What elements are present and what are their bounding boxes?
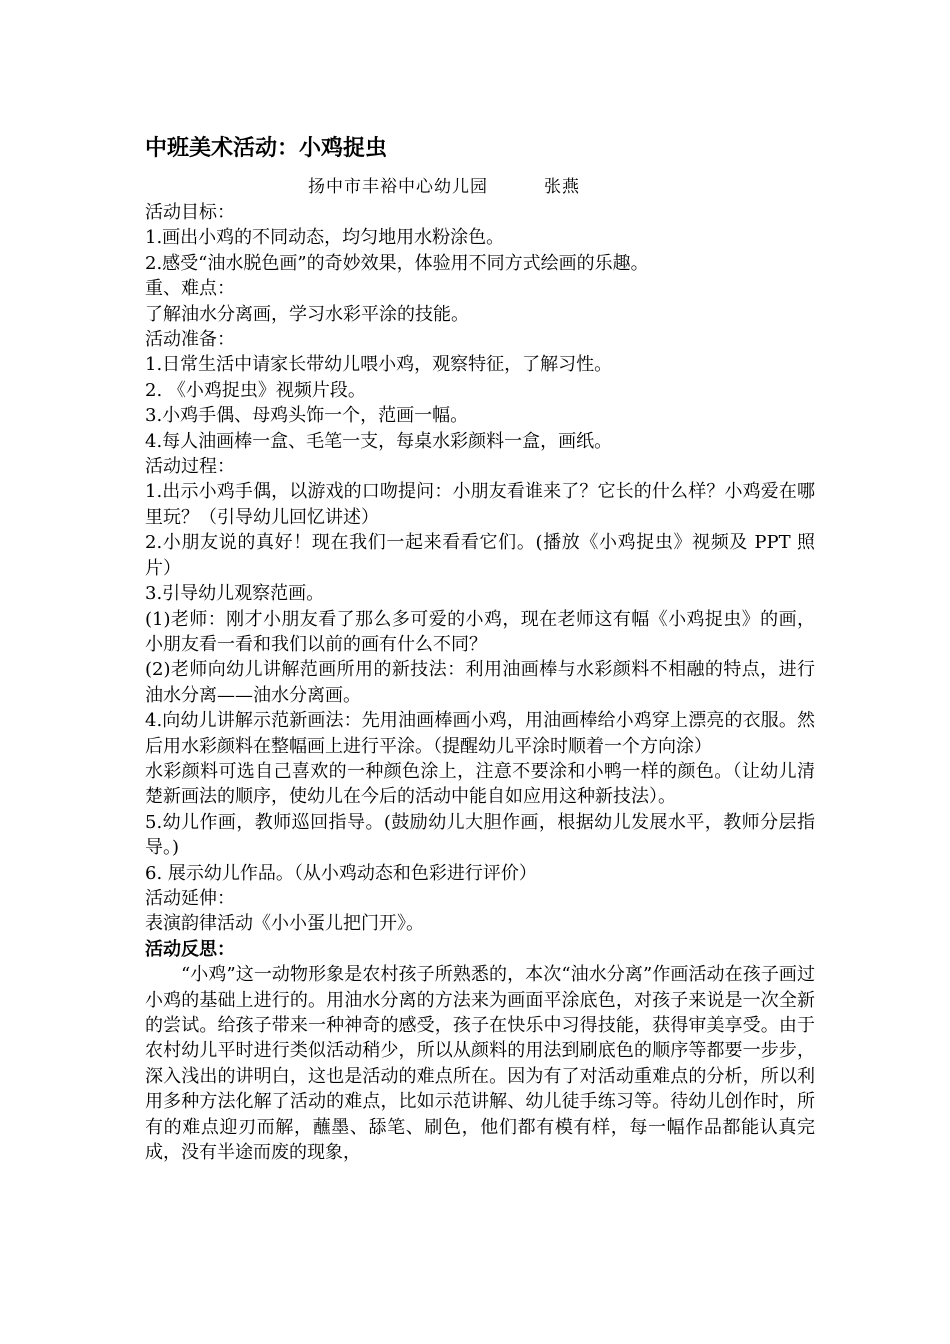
section-heading-preparation: 活动准备：	[145, 329, 235, 351]
document-page	[145, 133, 815, 1165]
section-heading-reflection: 活动反思：	[145, 938, 235, 960]
author-name: 张燕	[544, 177, 580, 197]
goal-item: 2.感受“油水脱色画”的奇妙效果，体验用不同方式绘画的乐趣。	[145, 252, 649, 274]
reflection-paragraph: “小鸡”这一动物形象是农村孩子所熟悉的，本次“油水分离”作画活动在孩子画过小鸡的基础上进行的。用油水分离的方法来为画面平涂底色，对孩子来说是一次全新的尝试。给孩子带来一种神奇的感受，孩子在快乐中习得技能，获得审美享受。由于农村幼儿平时进行类似活动稍少，所以从颜料的用法到刷底色的顺序等都要一步步，深入浅出的讲明白，这也是活动的难点所在。因为有了对活动重难点的分析，所以利用多种方法化解了活动的难点，比如示范讲解、幼儿徒手练习等。待幼儿创作时，所有的难点迎刃而解，蘸墨、舔笔、刷色，他们都有模有样，每一幅作品都能认真完成，没有半途而废的现象，	[145, 964, 815, 1164]
section-heading-key-points: 重、难点：	[145, 278, 235, 300]
process-step: 4.向幼儿讲解示范新画法：先用油画棒画小鸡，用油画棒给小鸡穿上漂亮的衣服。然后用水彩颜料在整幅画上进行平涂。（提醒幼儿平涂时顺着一个方向涂）	[145, 710, 815, 757]
section-heading-extension: 活动延伸：	[145, 887, 235, 909]
process-step: 6. 展示幼儿作品。（从小鸡动态和色彩进行评价）	[145, 862, 537, 884]
process-step: 3.引导幼儿观察范画。	[145, 583, 325, 605]
process-step: 1.出示小鸡手偶，以游戏的口吻提问：小朋友看谁来了？它长的什么样？小鸡爱在哪里玩？（引导幼儿回忆讲述）	[145, 481, 815, 528]
prep-item: 3.小鸡手偶、母鸡头饰一个，范画一幅。	[145, 405, 469, 427]
goal-item: 1.画出小鸡的不同动态，均匀地用水粉涂色。	[145, 227, 505, 249]
document-title: 中班美术活动：小鸡捉虫	[145, 136, 388, 161]
school-name: 扬中市丰裕中心幼儿园	[308, 177, 488, 197]
section-heading-process: 活动过程：	[145, 456, 235, 478]
process-step: 5.幼儿作画，教师巡回指导。(鼓励幼儿大胆作画，根据幼儿发展水平，教师分层指导。)	[145, 811, 815, 859]
author-line	[145, 174, 815, 200]
prep-item: 4.每人油画棒一盒、毛笔一支，每桌水彩颜料一盒，画纸。	[145, 430, 613, 452]
process-step-continued: 水彩颜料可选自己喜欢的一种颜色涂上，注意不要涂和小鸭一样的颜色。（让幼儿清楚新画法的顺序，使幼儿在今后的活动中能自如应用这种新技法）。	[145, 760, 815, 808]
key-points-text: 了解油水分离画，学习水彩平涂的技能。	[145, 303, 469, 325]
process-step: 2.小朋友说的真好！现在我们一起来看看它们。(播放《小鸡捉虫》视频及 PPT 照片）	[145, 532, 815, 579]
process-substep: (1)老师：刚才小朋友看了那么多可爱的小鸡，现在老师这有幅《小鸡捉虫》的画，小朋友看一看和我们以前的画有什么不同？	[145, 608, 815, 655]
process-substep: (2)老师向幼儿讲解范画所用的新技法：利用油画棒与水彩颜料不相融的特点，进行油水分离——油水分离画。	[145, 659, 815, 706]
prep-item: 1.日常生活中请家长带幼儿喂小鸡，观察特征，了解习性。	[145, 354, 613, 376]
extension-text: 表演韵律活动《小小蛋儿把门开》。	[145, 913, 424, 935]
section-heading-goals: 活动目标：	[145, 202, 235, 223]
prep-item: 2. 《小鸡捉虫》视频片段。	[145, 379, 366, 401]
